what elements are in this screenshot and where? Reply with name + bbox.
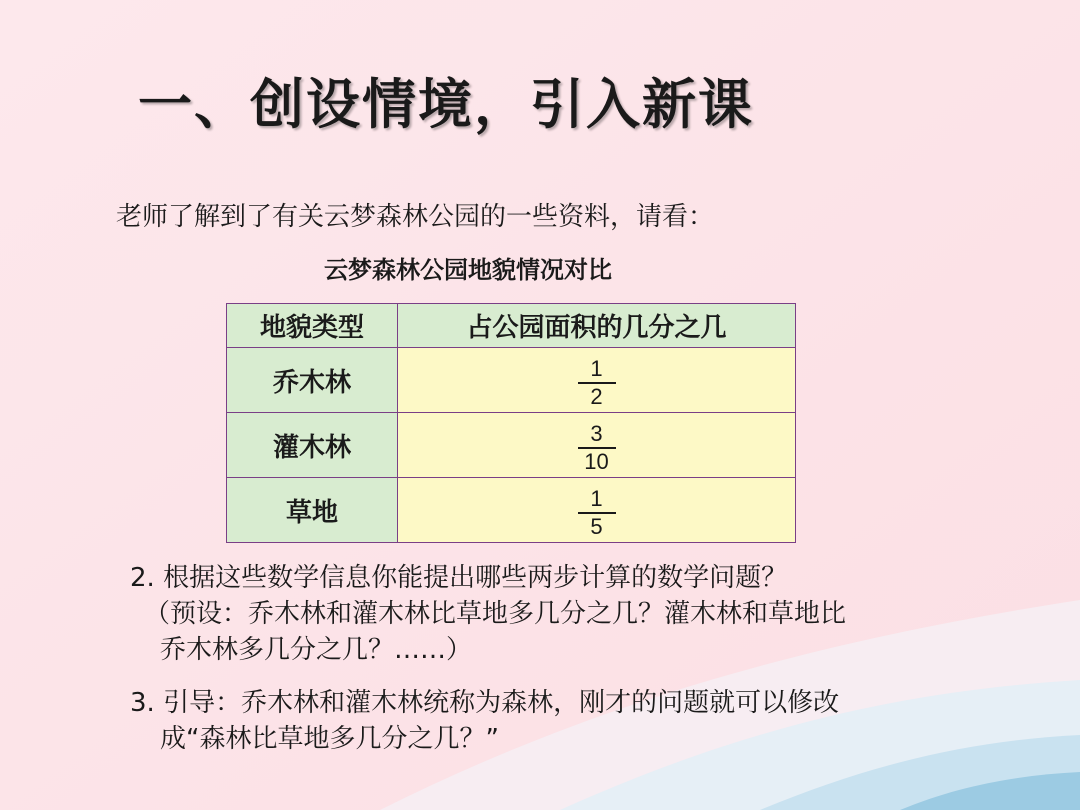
question-2-text: 2. 根据这些数学信息你能提出哪些两步计算的数学问题？ (130, 563, 788, 593)
question-3-text-line2: 成“森林比草地多几分之几？” (160, 724, 499, 754)
table-row (227, 413, 796, 478)
question-3 (130, 685, 990, 757)
landform-table (226, 303, 796, 543)
fraction (578, 485, 616, 539)
intro-text: 老师了解到了有关云梦森林公园的一些资料，请看： (116, 202, 715, 232)
question-2-preset-line1: （预设：乔木林和灌木林比草地多几分之几？灌木林和草地比 (144, 599, 847, 629)
fraction-denominator: 2 (590, 383, 603, 409)
question-3-text: 3. 引导：乔木林和灌木林统称为森林，刚才的问题就可以修改 (130, 688, 840, 718)
fraction-numerator: 3 (578, 423, 616, 449)
row-fraction (398, 478, 796, 543)
row-type: 灌木林 (227, 413, 398, 478)
row-fraction (398, 348, 796, 413)
slide-title: 一、创设情境，引入新课 (138, 73, 754, 136)
fraction-numerator: 1 (578, 358, 616, 384)
row-fraction (398, 413, 796, 478)
row-type: 草地 (227, 478, 398, 543)
table-row (227, 348, 796, 413)
header-landform-type: 地貌类型 (227, 304, 398, 348)
question-2-preset-line2: 乔木林多几分之几？……） (160, 635, 473, 665)
header-area-fraction: 占公园面积的几分之几 (398, 304, 796, 348)
fraction-denominator: 10 (584, 448, 609, 474)
fraction (578, 355, 616, 409)
fraction-numerator: 1 (578, 488, 616, 514)
table-header-row (227, 304, 796, 348)
fraction-denominator: 5 (590, 513, 603, 539)
table-row (227, 478, 796, 543)
question-2 (130, 560, 990, 668)
row-type: 乔木林 (227, 348, 398, 413)
table-caption: 云梦森林公园地貌情况对比 (324, 256, 612, 284)
fraction (578, 420, 616, 474)
